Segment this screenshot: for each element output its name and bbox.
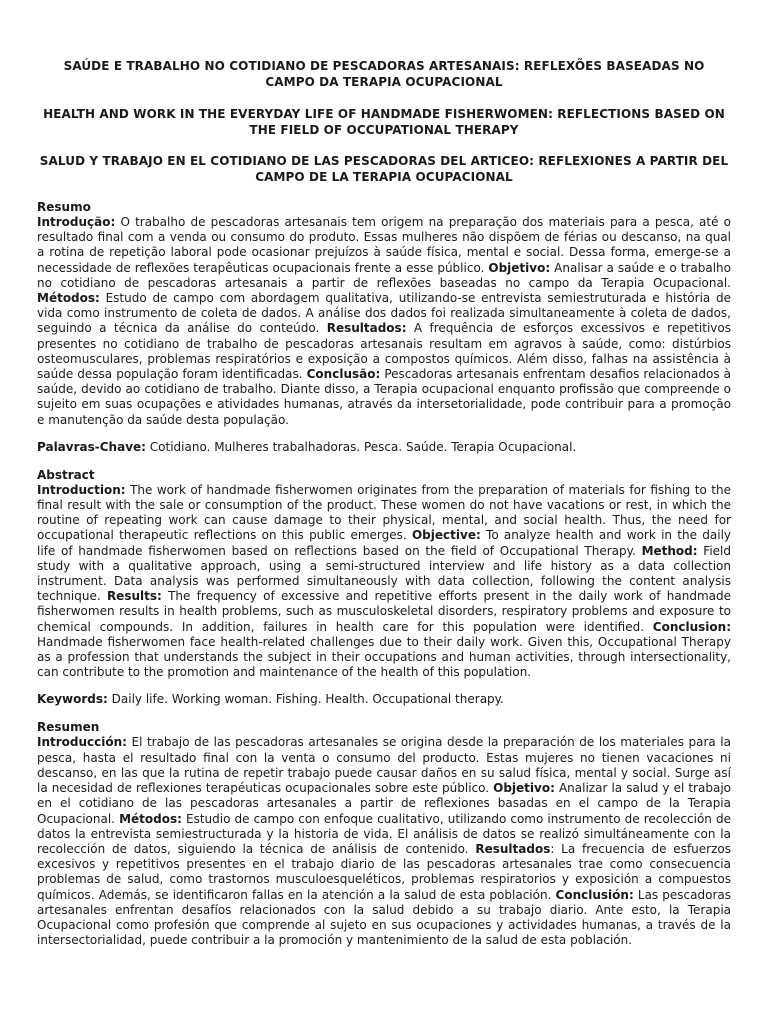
resumo-keywords [37,440,731,455]
resumo-objective-text: Analisar a saúde e o trabalho no cotidiano de pescadoras artesanais a partir de reflexões baseadas no campo da Terapia Ocupacional. [37,260,732,290]
resumo-conclusion-label: Conclusão: [306,367,381,382]
abstract-objective-text: To analyze health and work in the daily life of handmade fisherwomen based on reflections based on the field of Occupational Therapy. [37,528,732,558]
title-spanish: SALUD Y TRABAJO EN EL COTIDIANO DE LAS PESCADORAS DEL ARTICEO: REFLEXIONES A PARTIR DEL CAMPO DE LA TERAPIA OCUPACIONAL [39,154,729,184]
resumen-results-label: Resultados [475,841,551,856]
resumen-body [37,735,731,948]
resumo-keywords-label: Palavras-Chave: [37,439,146,454]
resumo-conclusion-text: Pescadoras artesanais enfrentam desafios relacionados à saúde, devido ao cotidiano de trabalho. Diante disso, a Terapia ocupacional enquanto profissão que compreende o sujeito em suas ocupações e atividades humanas, através da intersetorialidade, pode contribuir para a promoção e manutenção da saúde desta população. [37,367,731,427]
resumen-intro-label: Introducción: [37,735,127,750]
resumo-intro-text: O trabalho de pescadoras artesanais tem origem na preparação dos materiais para a pesca, até o resultado final com a venda ou consumo do produto. Essas mulheres não dispõem de férias ou descanso, na qual a rotina de repetição laboral pode ocasionar prejuízos à saúde física, mental e social. Dessa forma, emerge-se a necessidade de reflexões terapêuticas ocupacionais frente a esse público. [37,215,731,275]
resumo-objective-label: Objetivo: [488,260,551,275]
abstract-body [37,483,731,681]
resumo-methods-label: Métodos: [37,291,100,306]
resumo-methods-text: Estudo de campo com abordagem qualitativa, utilizando-se entrevista semiestruturada e história de vida como instrumento de coleta de dados. A análise dos dados foi realizada simultaneamente à coleta de dados, seguindo a técnica da análise do conteúdo. [37,291,731,336]
resumen-section [37,720,731,948]
abstract-heading: Abstract [37,467,95,482]
abstract-results-text: The frequency of excessive and repetitive efforts present in the daily work of handmade fisherwomen results in health problems, such as musculoskeletal disorders, respiratory problems and exposure to chemical compounds. In addition, failures in health care for this population were identified. [37,589,732,634]
abstract-objective-label: Objective: [411,528,481,543]
abstract-intro-label: Introduction: [37,482,126,497]
resumen-methods-text: Estudio de campo con enfoque cualitativo, utilizando como instrumento de recolección de datos la entrevista semiestructurada y la historia de vida. El análisis de datos se realizó simultáneamente con la recolección de datos, siguiendo la técnica de análisis de contenido. [37,811,731,856]
resumen-results-text: : La frecuencia de esfuerzos excesivos y repetitivos presentes en el trabajo diario de las pescadoras artesanales trae como consecuencia problemas de salud, como trastornos musculoesqueléticos, problemas respiratorios y exposición a compuestos químicos. Además, se identificaron fallas en la atención a la salud de esta población. [37,841,731,902]
resumo-results-label: Resultados: [326,321,407,336]
resumo-heading: Resumo [37,200,91,214]
abstract-intro-text: The work of handmade fisherwomen originates from the preparation of materials for fishing to the final result with the sale or consumption of the product. These women do not have vacations or rest, in which the routine of repeating work can cause damage to their physical, mental, and social health. Thus, the need for occupational therapeutic reflections on this public emerges. [37,482,731,543]
abstract-results-label: Results: [106,589,162,604]
resumen-objective-label: Objetivo: [493,781,555,796]
abstract-conclusion-text: Handmade fisherwomen face health-related challenges due to their daily work. Given this, Occupational Therapy as a profession that understands the subject in their occupations and human activities, through intersectionality, can contribute to the promotion and maintenance of the health of this population. [37,634,731,680]
resumen-conclusion-text: Las pescadoras artesanales enfrentan desafíos relacionados con la salud debido a su trabajo diario. Ante esto, la Terapia Ocupacional como profesión que comprende al sujeto en sus ocupaciones y actividades humanas, a través de la intersectorialidad, puede contribuir a la promoción y mantenimiento de la salud de esta población. [37,887,731,948]
resumo-section [37,200,731,455]
resumo-intro-label: Introdução: [37,215,116,229]
abstract-section [37,468,731,708]
resumo-keywords-text: Cotidiano. Mulheres trabalhadoras. Pesca. Saúde. Terapia Ocupacional. [145,439,577,454]
title-english: HEALTH AND WORK IN THE EVERYDAY LIFE OF HANDMADE FISHERWOMEN: REFLECTIONS BASED ON THE FIELD OF OCCUPATIONAL THERAPY [43,107,725,137]
abstract-conclusion-label: Conclusion: [652,619,731,634]
title-portuguese: SAÚDE E TRABALHO NO COTIDIANO DE PESCADORAS ARTESANAIS: REFLEXÕES BASEADAS NO CAMPO DA TERAPIA OCUPACIONAL [63,59,705,89]
abstract-keywords-text: Daily life. Working woman. Fishing. Health. Occupational therapy. [107,692,504,707]
resumen-heading: Resumen [37,720,100,735]
abstract-keywords [37,692,731,707]
resumo-results-text: A frequência de esforços excessivos e repetitivos presentes no cotidiano de trabalho de pescadoras artesanais resultam em agravos à saúde, como: distúrbios osteomusculares, problemas respiratórios e exposição a compostos químicos. Além disso, falhas na assistência à saúde dessa população foram identificadas. [37,321,732,382]
abstract-keywords-label: Keywords: [37,692,108,707]
resumen-conclusion-label: Conclusión: [555,887,634,902]
abstract-methods-label: Method: [641,543,698,558]
resumen-methods-label: Métodos: [119,811,182,826]
resumo-body [37,215,731,428]
abstract-methods-text: Field study with a qualitative approach, using a semi-structured interview and life history as a data collection instrument. Data analysis was performed simultaneously with data collection, following the content analysis technique. [37,543,731,604]
resumen-objective-text: Analizar la salud y el trabajo en el cotidiano de las pescadoras artesanales a partir de reflexiones basadas en el campo de la Terapia Ocupacional. [37,781,731,826]
resumen-intro-text: El trabajo de las pescadoras artesanales se origina desde la preparación de los materiales para la pesca, hasta el resultado final con la venta o consumo del producto. Estas mujeres no tienen vacaciones ni descanso, en las que la rutina de repetir trabajo puede causar daños en su salud física, mental y social. Surge así la necesidad de reflexiones terapéuticas ocupacionales sobre este público. [37,735,731,796]
